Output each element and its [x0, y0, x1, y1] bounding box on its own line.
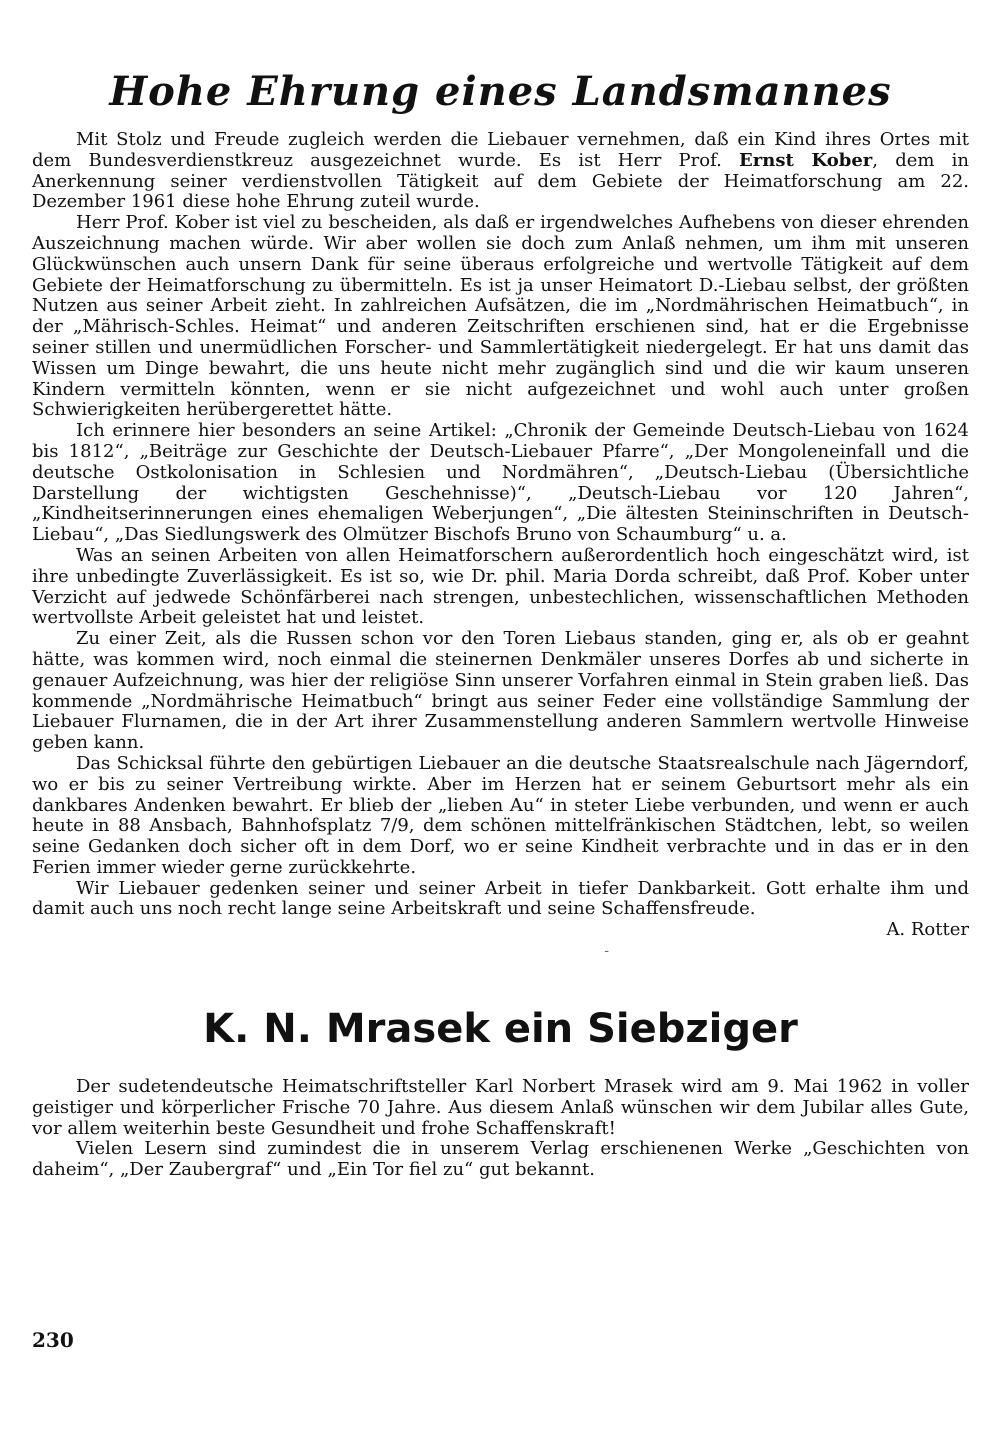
paragraph-text: , dem in Anerkennung seiner verdienstvollen Tätigkeit auf dem Gebiete der Heimatforschung am 22. Dezember 1961 diese hohe Ehrung zuteil wurde. — [32, 149, 970, 213]
paragraph: Ich erinnere hier besonders an seine Artikel: „Chronik der Gemeinde Deutsch-Liebau von 1624 bis 1812“, „Beiträge zur Geschichte der Deutsch-Liebauer Pfarre“, „Der Mongoleneinfall und die deutsche Ostkolonisation in Schlesien und Nordmähren“, „Deutsch-Liebau (Übersichtliche Darstellung der wichtigsten Geschehnisse)“, „Deutsch-Liebau vor 120 Jahren“, „Kindheitserinnerungen eines ehemaligen Weberjungen“, „Die ältesten Steininschriften in Deutsch-Liebau“, „Das Siedlungswerk des Olmützer Bischofs Bruno von Schaumburg“ u. a. — [32, 420, 969, 546]
paragraph: Vielen Lesern sind zumindest die in unserem Verlag erschienenen Werke „Geschichten von daheim“, „Der Zaubergraf“ und „Ein Tor fiel zu“ gut bekannt. — [32, 1138, 969, 1181]
paragraph: Herr Prof. Kober ist viel zu bescheiden, als daß er irgendwelches Aufhebens von dieser ehrenden Auszeichnung machen würde. Wir aber wollen sie doch zum Anlaß nehmen, um ihm mit unseren Glückwünschen auch unsern Dank für seine überaus erfolgreiche und wertvolle Tätigkeit auf dem Gebiete der Heimatforschung zu übermitteln. Es ist ja unser Heimatort D.-Liebau selbst, der größten Nutzen aus seiner Arbeit zieht. In zahlreichen Aufsätzen, die im „Nordmährischen Heimatbuch“, in der „Mährisch-Schles. Heimat“ und anderen Zeitschriften erschienen sind, hat er die Ergebnisse seiner stillen und unermüdlichen Forscher- und Sammlertätigkeit niedergelegt. Er hat uns damit das Wissen um Dinge bewahrt, die uns heute nicht mehr zugänglich sind und die wir kaum unseren Kindern vermitteln könnten, wenn er sie nicht aufgezeichnet und wohl auch unter großen Schwierigkeiten herübergerettet hätte. — [32, 212, 969, 421]
page-content — [32, 60, 969, 1181]
paragraph: Zu einer Zeit, als die Russen schon vor den Toren Liebaus standen, ging er, als ob er geahnt hätte, was kommen wird, noch einmal die steinernen Denkmäler unseres Dorfes ab und sicherte in genauer Aufzeichnung, was hier der religiöse Sinn unserer Vorfahren einmal in Stein graben ließ. Das kommende „Nordmährische Heimatbuch“ bringt aus seiner Feder eine vollständige Sammlung der Liebauer Flurnamen, die in der Art ihrer Zusammenstellung anderen Sammlern wertvolle Hinweise geben kann. — [32, 628, 969, 754]
separator-mark: - — [604, 943, 609, 960]
paragraph: Das Schicksal führte den gebürtigen Liebauer an die deutsche Staatsrealschule nach Jägerndorf, wo er bis zu seiner Vertreibung wirkte. Aber im Herzen hat er seinem Geburtsort mehr als ein dankbares Andenken bewahrt. Er blieb der „lieben Au“ in steter Liebe verbunden, und wenn er auch heute in 88 Ansbach, Bahnhofsplatz 7/9, dem schönen mittelfränkischen Städtchen, lebt, so weilen seine Gedanken doch sicher oft in dem Dorf, wo er seine Kindheit verbrachte und in das er in den Ferien immer wieder gerne zurückkehrte. — [32, 752, 969, 878]
paragraph: Der sudetendeutsche Heimatschriftsteller Karl Norbert Mrasek wird am 9. Mai 1962 in voller geistiger und körperlicher Frische 70 Jahre. Aus diesem Anlaß wünschen wir dem Jubilar alles Gute, vor allem weiterhin beste Gesundheit und frohe Schaffenskraft! — [32, 1076, 969, 1139]
page-number: 230 — [32, 1328, 74, 1352]
article-title: Hohe Ehrung eines Landsmannes — [109, 68, 892, 115]
article-title: K. N. Mrasek ein Siebziger — [203, 1006, 798, 1053]
author-signature: A. Rotter — [886, 919, 969, 941]
paragraph — [32, 130, 969, 213]
paragraph: Was an seinen Arbeiten von allen Heimatforschern außerordentlich hoch eingeschätzt wird, ist ihre unbedingte Zuverlässigkeit. Es ist so, wie Dr. phil. Maria Dorda schreibt, daß Prof. Kober unter Verzicht auf jedwede Schönfärberei nach strengen, unbestechlichen, wissenschaftlichen Methoden wertvollste Arbeit geleistet hat und leistet. — [32, 544, 969, 629]
paragraph: Wir Liebauer gedenken seiner und seiner Arbeit in tiefer Dankbarkeit. Gott erhalte ihm und damit auch uns noch recht lange seine Arbeitskraft und seine Schaffensfreude. — [32, 877, 969, 920]
paragraph-text: Mit Stolz und Freude zugleich werden die Liebauer vernehmen, daß ein Kind ihres Ortes mit dem Bundesverdienstkreuz ausgezeichnet wurde. Es ist Herr Prof. — [32, 129, 969, 171]
person-name: Ernst Kober — [739, 149, 873, 171]
